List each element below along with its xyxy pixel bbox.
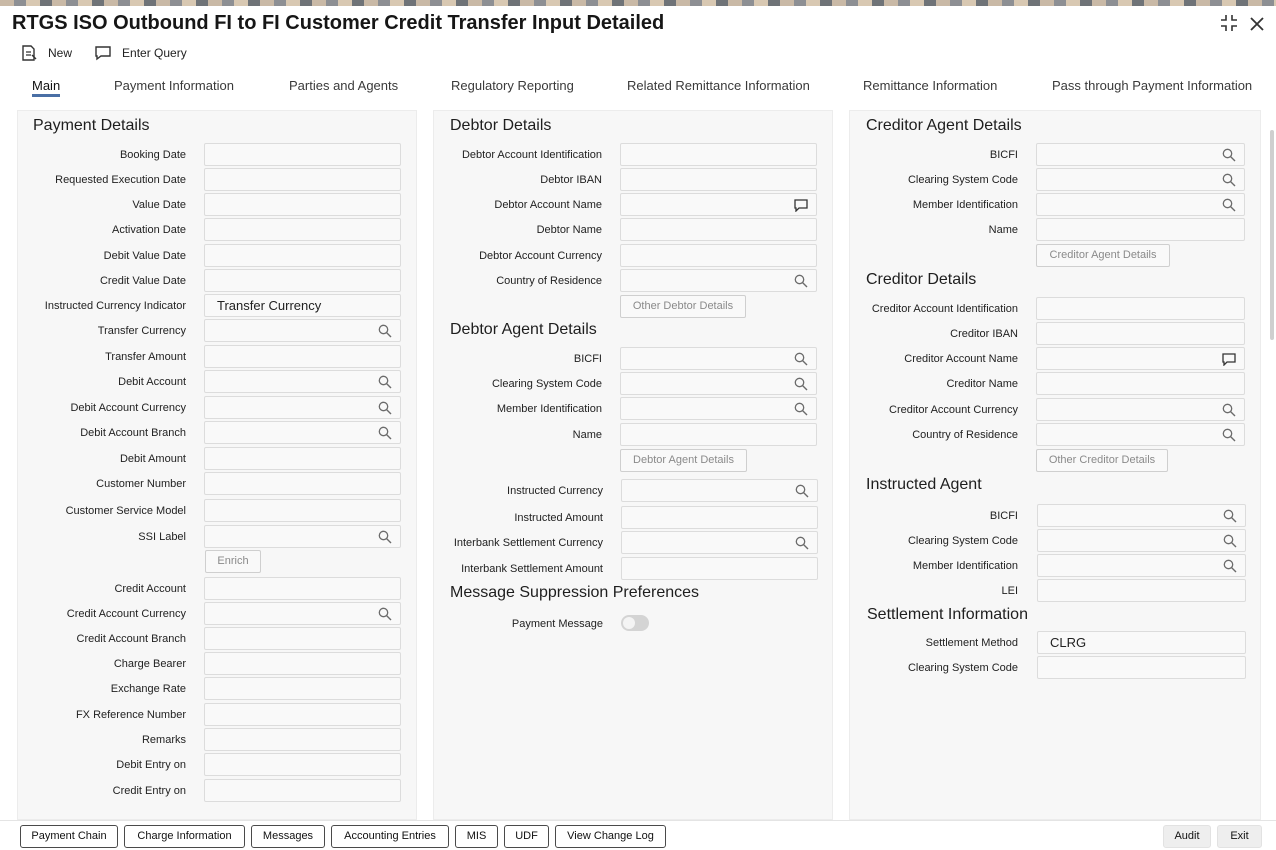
tab-related-remittance-information[interactable]: Related Remittance Information	[627, 78, 810, 93]
input-field[interactable]	[204, 753, 401, 776]
search-icon[interactable]	[1222, 428, 1236, 442]
payment-details-heading: Payment Details	[33, 117, 150, 134]
charge-information-button[interactable]: Charge Information	[124, 825, 245, 848]
debtor-name-label: Debtor Name	[536, 224, 602, 236]
tab-regulatory-reporting[interactable]: Regulatory Reporting	[451, 78, 574, 93]
interbank-settlement-amount-label: Interbank Settlement Amount	[461, 563, 603, 575]
clearing-system-code-label: Clearing System Code	[907, 662, 1018, 674]
form-row	[0, 350, 186, 372]
form-row	[0, 657, 186, 679]
page-title: RTGS ISO Outbound FI to FI Customer Credit Transfer Input Detailed	[12, 12, 665, 34]
instructed-currency-label: Instructed Currency	[507, 485, 603, 497]
form-row	[0, 274, 186, 296]
form-row	[302, 198, 602, 220]
form-row	[0, 249, 186, 271]
form-row	[718, 302, 1018, 324]
search-icon[interactable]	[378, 607, 392, 621]
debtor-details-heading: Debtor Details	[450, 117, 552, 134]
form-row	[0, 607, 186, 629]
input-field[interactable]	[621, 479, 818, 502]
bicfi-label: BICFI	[989, 149, 1018, 161]
debtor-iban-label: Debtor IBAN	[540, 174, 602, 186]
name-label: Name	[988, 224, 1018, 236]
bicfi-label: BICFI	[989, 510, 1018, 522]
input-field[interactable]	[1037, 656, 1246, 679]
form-row	[302, 402, 602, 424]
form-row	[718, 327, 1018, 349]
member-identification-label: Member Identification	[496, 403, 602, 415]
input-field[interactable]	[204, 602, 401, 625]
form-row	[303, 562, 603, 584]
input-field[interactable]	[204, 627, 401, 650]
country-of-residence-label: Country of Residence	[496, 275, 602, 287]
input-field[interactable]	[620, 244, 817, 267]
other-debtor-details-button[interactable]: Other Debtor Details	[620, 295, 746, 318]
input-field[interactable]	[204, 779, 401, 802]
form-row	[303, 536, 603, 558]
form-row	[0, 504, 186, 526]
input-field[interactable]	[1036, 372, 1245, 395]
message-suppression-heading: Message Suppression Preferences	[450, 584, 700, 601]
member-identification-label: Member Identification	[912, 560, 1018, 572]
search-icon[interactable]	[1223, 534, 1237, 548]
exchange-rate-label: Exchange Rate	[110, 683, 186, 695]
name-label: Name	[572, 429, 602, 441]
form-row	[0, 582, 186, 604]
interbank-settlement-currency-label: Interbank Settlement Currency	[453, 537, 603, 549]
form-row	[302, 377, 602, 399]
input-field[interactable]	[1036, 193, 1245, 216]
debit-amount-label: Debit Amount	[119, 453, 186, 465]
toolbar	[20, 44, 187, 62]
search-icon[interactable]	[378, 324, 392, 338]
udf-button[interactable]: UDF	[504, 825, 549, 848]
messages-button[interactable]: Messages	[251, 825, 325, 848]
tab-payment-information[interactable]: Payment Information	[114, 78, 234, 93]
payment-chain-button[interactable]: Payment Chain	[20, 825, 118, 848]
enrich-button[interactable]: Enrich	[205, 550, 261, 573]
view-change-log-button[interactable]: View Change Log	[555, 825, 666, 848]
input-field[interactable]	[1037, 504, 1246, 527]
remarks-label: Remarks	[141, 734, 186, 746]
debit-value-date-label: Debit Value Date	[103, 250, 186, 262]
scrollbar[interactable]	[1270, 130, 1274, 340]
comment-icon	[94, 44, 112, 62]
settlement-method-label: Settlement Method	[925, 637, 1018, 649]
form-row	[302, 428, 602, 450]
input-field[interactable]	[204, 728, 401, 751]
country-of-residence-label: Country of Residence	[912, 429, 1018, 441]
input-field[interactable]	[1036, 322, 1245, 345]
credit-value-date-label: Credit Value Date	[99, 275, 186, 287]
creditor-details-heading: Creditor Details	[866, 271, 977, 288]
input-field[interactable]	[204, 677, 401, 700]
form-row	[718, 661, 1018, 683]
form-row	[718, 559, 1018, 581]
instructed-amount-label: Instructed Amount	[514, 512, 603, 524]
form-row	[0, 223, 186, 245]
input-field[interactable]	[1036, 143, 1245, 166]
search-icon[interactable]	[1222, 173, 1236, 187]
search-icon[interactable]	[1222, 198, 1236, 212]
input-field[interactable]	[1036, 218, 1245, 241]
debit-account-currency-label: Debit Account Currency	[70, 402, 186, 414]
header-banner	[0, 0, 1276, 6]
clearing-system-code-label: Clearing System Code	[907, 174, 1018, 186]
exit-button[interactable]: Exit	[1217, 825, 1262, 848]
search-icon[interactable]	[1223, 509, 1237, 523]
tab-bar	[16, 76, 1266, 102]
payment-message-row	[430, 617, 603, 639]
credit-account-label: Credit Account	[114, 583, 186, 595]
debit-account-branch-label: Debit Account Branch	[80, 427, 186, 439]
creditor-account-currency-label: Creditor Account Currency	[889, 404, 1018, 416]
instructed-currency-indicator-label: Instructed Currency Indicator	[44, 300, 186, 312]
debtor-agent-details-button[interactable]: Debtor Agent Details	[620, 449, 747, 472]
form-row	[718, 377, 1018, 399]
debtor-account-identification-label: Debtor Account Identification	[461, 149, 602, 161]
tab-main[interactable]: Main	[32, 78, 61, 93]
lei-label: LEI	[1001, 585, 1018, 597]
form-row	[303, 484, 603, 506]
form-row	[0, 758, 186, 780]
form-row	[303, 511, 603, 533]
form-row	[302, 223, 602, 245]
debtor-account-currency-label: Debtor Account Currency	[479, 250, 602, 262]
close-icon[interactable]	[1250, 16, 1264, 34]
input-field[interactable]	[620, 269, 817, 292]
form-row	[0, 426, 186, 448]
input-field[interactable]	[1037, 579, 1246, 602]
mis-button[interactable]: MIS	[455, 825, 498, 848]
accounting-entries-button[interactable]: Accounting Entries	[331, 825, 449, 848]
creditor-account-identification-label: Creditor Account Identification	[871, 303, 1018, 315]
value-date-label: Value Date	[132, 199, 186, 211]
form-row	[0, 708, 186, 730]
debit-account-label: Debit Account	[118, 376, 186, 388]
form-row	[718, 198, 1018, 220]
customer-service-model-label: Customer Service Model	[65, 505, 186, 517]
form-row	[0, 173, 186, 195]
booking-date-label: Booking Date	[119, 149, 186, 161]
creditor-account-name-label: Creditor Account Name	[904, 353, 1018, 365]
creditor-name-label: Creditor Name	[946, 378, 1018, 390]
form-row	[718, 534, 1018, 556]
input-field[interactable]	[204, 703, 401, 726]
form-row	[0, 148, 186, 170]
debit-entry-on-label: Debit Entry on	[116, 759, 186, 771]
form-row	[0, 632, 186, 654]
form-row	[302, 173, 602, 195]
form-row	[0, 299, 186, 321]
form-row	[0, 530, 186, 552]
new-button[interactable]	[20, 44, 72, 62]
input-field[interactable]	[204, 319, 401, 342]
input-field[interactable]	[1036, 423, 1245, 446]
input-field[interactable]	[1036, 398, 1245, 421]
form-row	[718, 509, 1018, 531]
requested-execution-date-label: Requested Execution Date	[55, 174, 186, 186]
input-field[interactable]	[1036, 297, 1245, 320]
comment-icon[interactable]	[1222, 352, 1236, 366]
search-icon[interactable]	[1222, 148, 1236, 162]
form-row	[0, 198, 186, 220]
transfer-currency-label: Transfer Currency	[97, 325, 186, 337]
input-field[interactable]	[1036, 168, 1245, 191]
ssi-label-label: SSI Label	[138, 531, 186, 543]
input-field[interactable]	[1036, 347, 1245, 370]
creditor-iban-label: Creditor IBAN	[950, 328, 1018, 340]
creditor-agent-heading: Creditor Agent Details	[866, 117, 1022, 134]
form-row	[718, 148, 1018, 170]
activation-date-label: Activation Date	[112, 224, 186, 236]
field-value: CLRG	[1050, 635, 1087, 650]
credit-account-currency-label: Credit Account Currency	[66, 608, 186, 620]
form-row	[0, 324, 186, 346]
form-row	[302, 249, 602, 271]
search-icon[interactable]	[1223, 559, 1237, 573]
charge-bearer-label: Charge Bearer	[113, 658, 186, 670]
clearing-system-code-label: Clearing System Code	[491, 378, 602, 390]
clearing-system-code-label: Clearing System Code	[907, 535, 1018, 547]
input-field[interactable]	[1037, 631, 1246, 654]
debtor-agent-heading: Debtor Agent Details	[450, 321, 597, 338]
form-row	[0, 477, 186, 499]
field-value: Transfer Currency	[217, 298, 322, 313]
form-row	[0, 375, 186, 397]
form-row	[0, 452, 186, 474]
form-row	[718, 403, 1018, 425]
bicfi-label: BICFI	[573, 353, 602, 365]
other-creditor-details-button[interactable]: Other Creditor Details	[1036, 449, 1168, 472]
form-row	[0, 401, 186, 423]
input-field[interactable]	[1037, 529, 1246, 552]
form-row	[718, 173, 1018, 195]
debtor-account-name-label: Debtor Account Name	[494, 199, 602, 211]
search-icon[interactable]	[794, 274, 808, 288]
window-controls	[1220, 14, 1264, 35]
form-row	[0, 733, 186, 755]
instructed-agent-heading: Instructed Agent	[866, 476, 982, 493]
search-icon[interactable]	[795, 484, 809, 498]
form-row	[0, 784, 186, 806]
search-icon[interactable]	[1222, 403, 1236, 417]
form-row	[302, 352, 602, 374]
input-field[interactable]	[204, 447, 401, 470]
form-row	[718, 584, 1018, 606]
input-field[interactable]	[1037, 554, 1246, 577]
input-field[interactable]	[204, 294, 401, 317]
form-row	[718, 428, 1018, 450]
form-row	[718, 352, 1018, 374]
tab-pass-through-payment-information[interactable]: Pass through Payment Information	[1052, 78, 1253, 93]
minimize-icon[interactable]	[1220, 14, 1238, 35]
new-button-label: New	[48, 46, 73, 60]
payment-message-label: Payment Message	[511, 618, 603, 630]
customer-number-label: Customer Number	[96, 478, 186, 490]
bottom-action-bar	[0, 820, 1276, 850]
settlement-information-heading: Settlement Information	[867, 606, 1028, 623]
form-row	[302, 148, 602, 170]
input-field[interactable]	[204, 652, 401, 675]
enter-query-button[interactable]	[94, 44, 187, 62]
transfer-amount-label: Transfer Amount	[105, 351, 186, 363]
form-row	[0, 682, 186, 704]
tab-remittance-information[interactable]: Remittance Information	[863, 78, 998, 93]
payment-message-toggle[interactable]	[621, 615, 649, 631]
fx-reference-number-label: FX Reference Number	[75, 709, 186, 721]
new-document-icon	[20, 44, 38, 62]
form-row	[302, 274, 602, 296]
form-row	[718, 223, 1018, 245]
creditor-agent-details-button[interactable]: Creditor Agent Details	[1036, 244, 1170, 267]
member-identification-label: Member Identification	[912, 199, 1018, 211]
enter-query-label: Enter Query	[122, 46, 187, 60]
credit-account-branch-label: Credit Account Branch	[76, 633, 186, 645]
audit-button[interactable]: Audit	[1163, 825, 1211, 848]
tab-parties-and-agents[interactable]: Parties and Agents	[289, 78, 399, 93]
credit-entry-on-label: Credit Entry on	[112, 785, 186, 797]
form-row	[718, 636, 1018, 658]
